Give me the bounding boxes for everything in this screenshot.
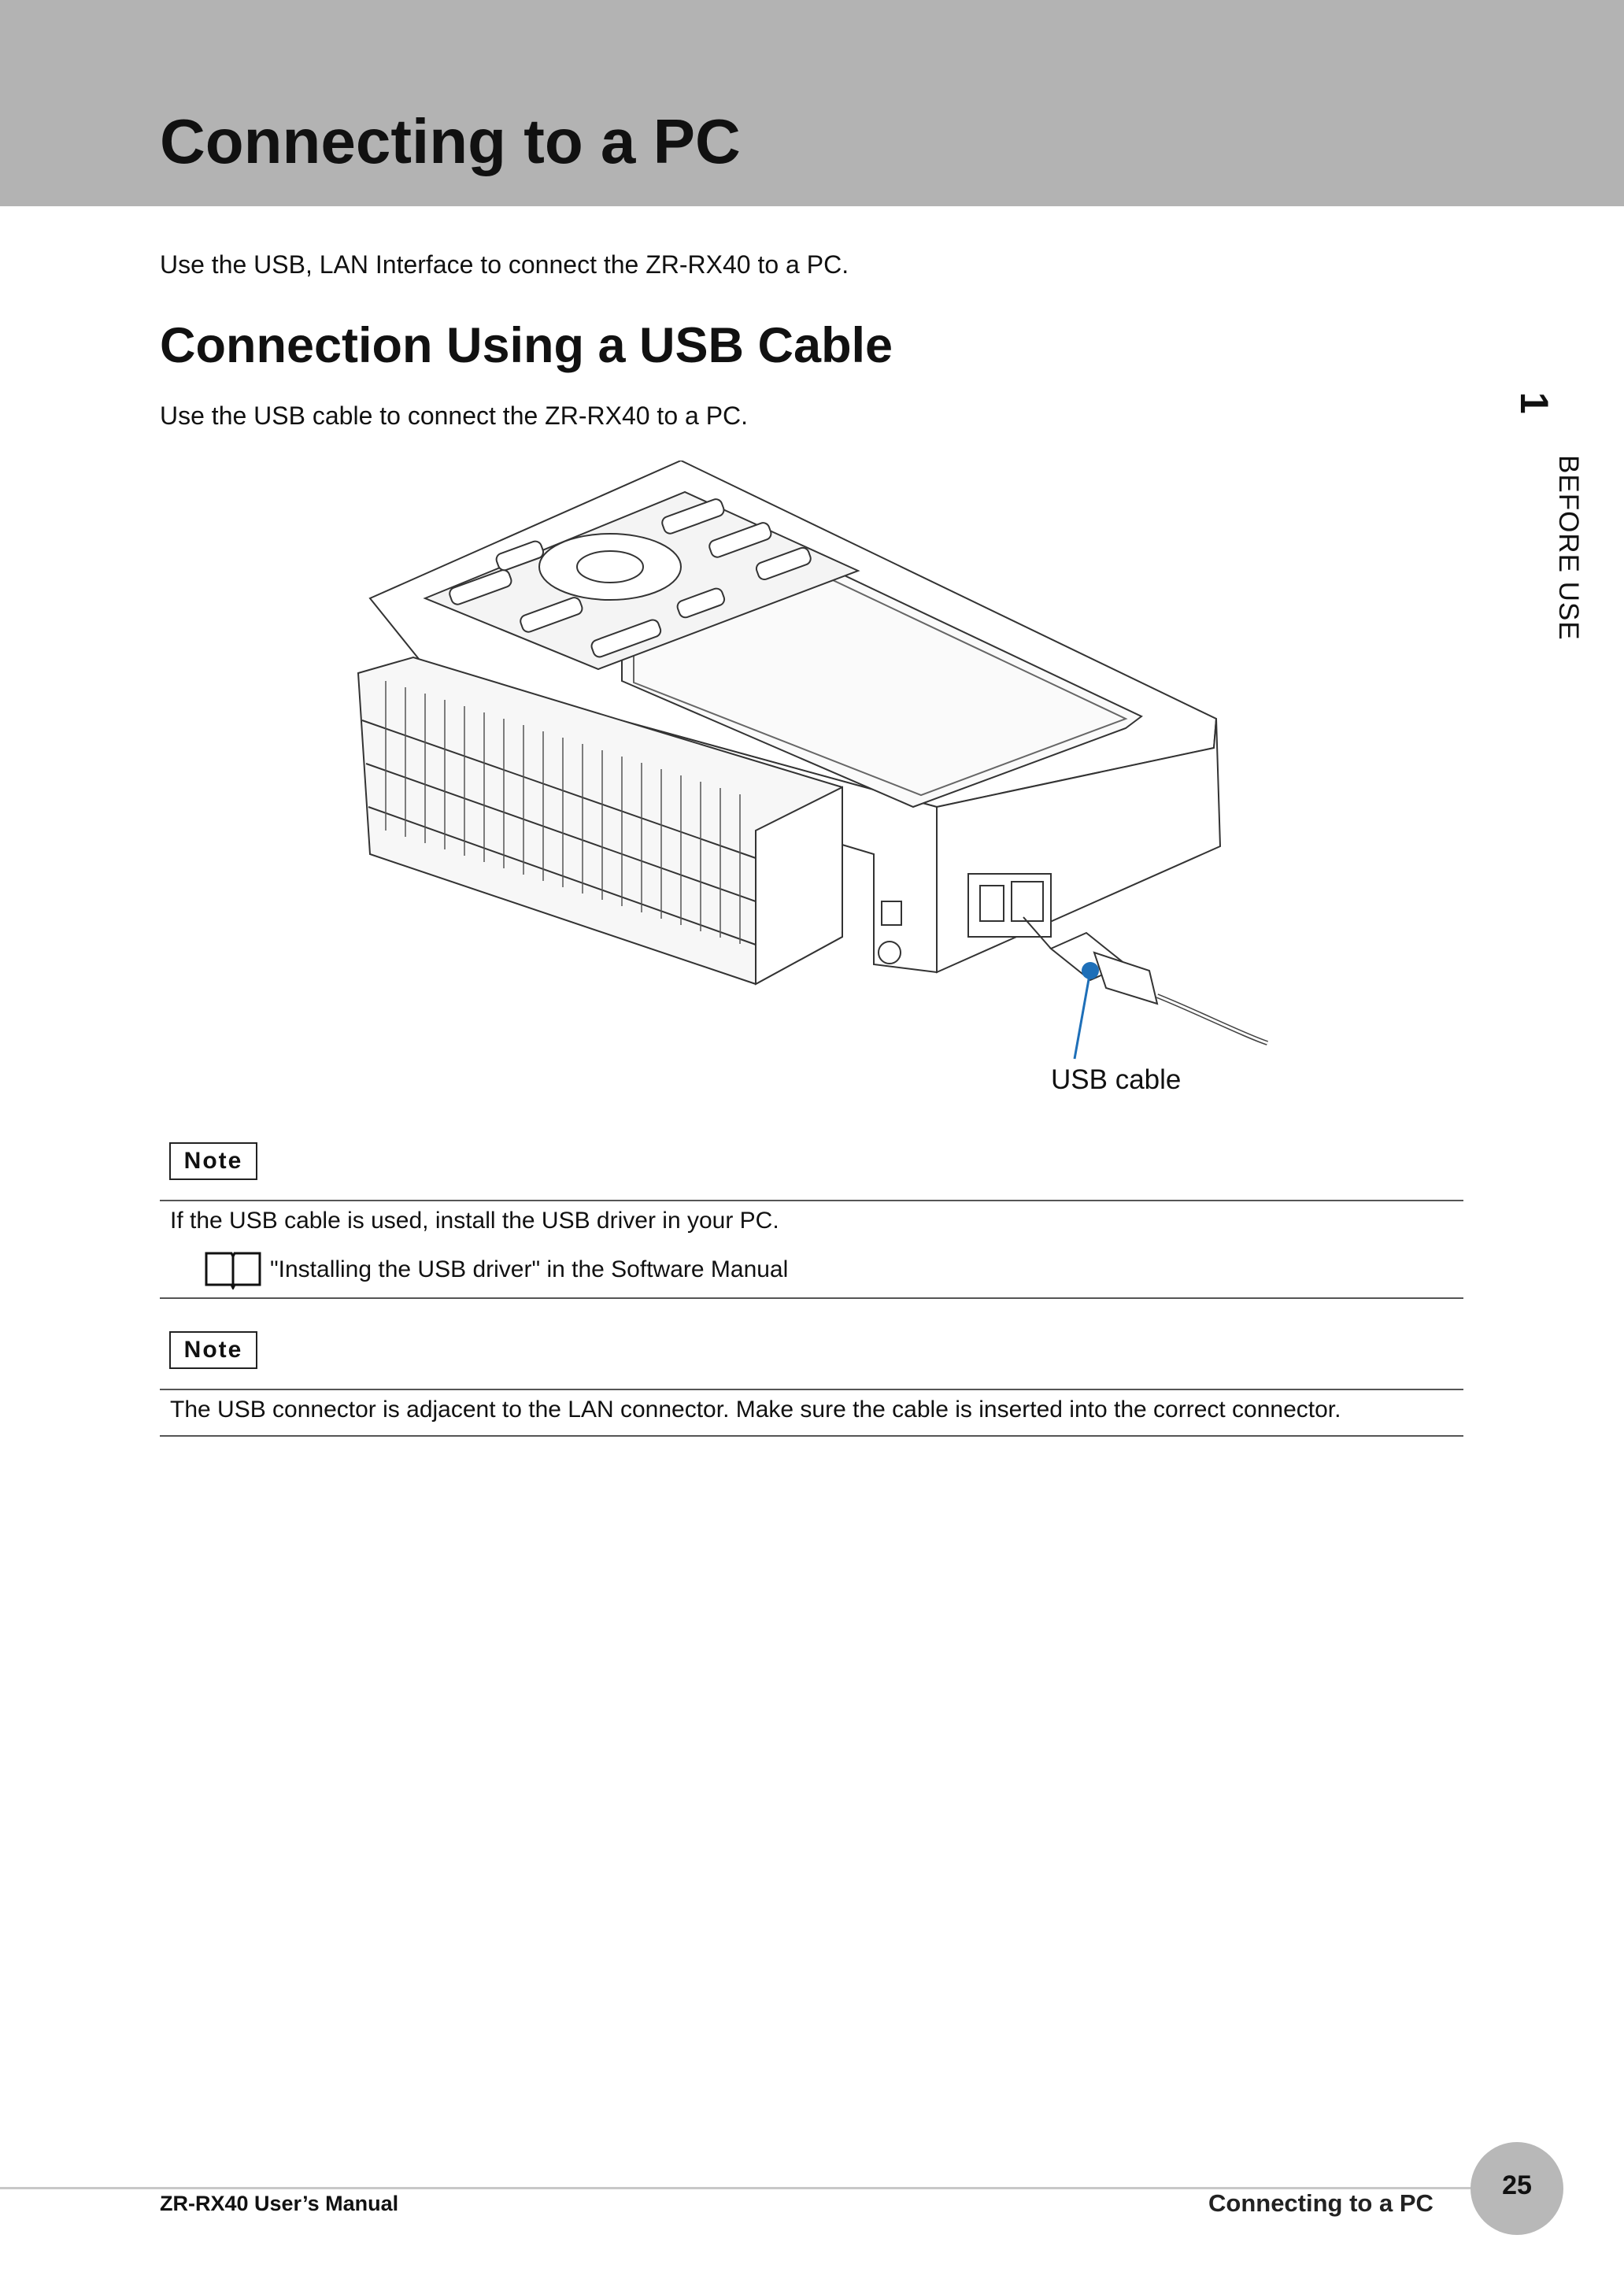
note-label: Note [169, 1331, 257, 1369]
figure-caption: USB cable [1051, 1064, 1182, 1095]
section-title: Connection Using a USB Cable [160, 318, 893, 373]
divider [160, 1389, 1463, 1390]
footer-manual-title: ZR-RX40 User’s Manual [160, 2192, 399, 2215]
chapter-label: BEFORE USE [1553, 455, 1584, 641]
divider [160, 1435, 1463, 1437]
intro-text: Use the USB, LAN Interface to connect the ZR-RX40 to a PC. [160, 250, 849, 279]
manual-reference: "Installing the USB driver" in the Software Manual [270, 1256, 789, 1282]
page-number: 25 [1502, 2170, 1532, 2200]
chapter-number: 1 [1512, 392, 1556, 414]
divider [160, 1200, 1463, 1201]
section-intro: Use the USB cable to connect the ZR-RX40 to a PC. [160, 401, 749, 430]
divider [160, 1297, 1463, 1299]
note-label: Note [169, 1142, 257, 1180]
book-icon [203, 1250, 263, 1289]
page-title: Connecting to a PC [160, 106, 741, 176]
device-illustration [338, 461, 1299, 1067]
footer-section-title: Connecting to a PC [1208, 2189, 1433, 2217]
note-text: The USB connector is adjacent to the LAN connector. Make sure the cable is inserted into the correct connector. [170, 1397, 1341, 1423]
note-text: If the USB cable is used, install the USB driver in your PC. [170, 1208, 779, 1234]
